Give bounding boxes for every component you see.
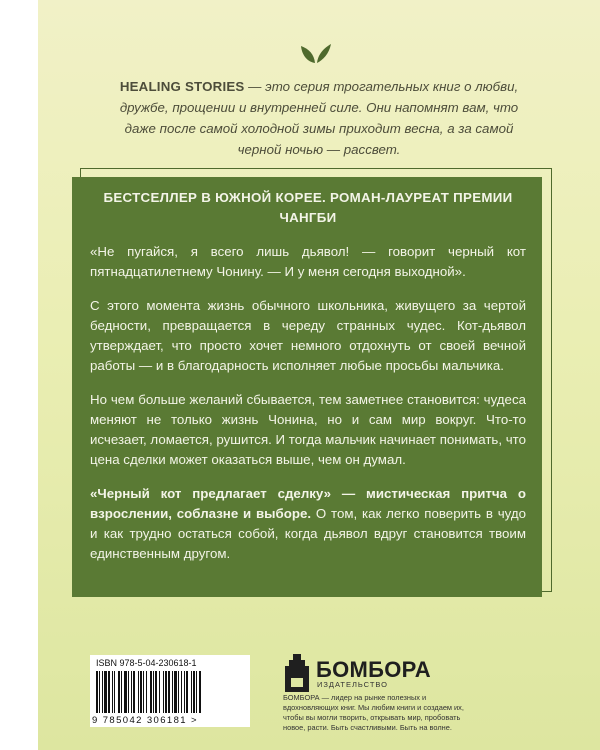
barcode-bar: [128, 671, 129, 713]
series-brand: HEALING STORIES: [119, 79, 245, 94]
bombora-logo-icon: [283, 654, 311, 692]
barcode-bar: [196, 671, 197, 713]
barcode-bar: [99, 671, 100, 713]
barcode-bar: [163, 671, 164, 713]
barcode-bar: [108, 671, 110, 713]
series-intro: [104, 76, 534, 160]
cover-page: [38, 0, 600, 750]
barcode-bar: [104, 671, 107, 713]
quote-paragraph: «Не пугайся, я всего лишь дьявол! — говорит черный кот пятнадцатилетнему Чонину. — И у меня сегодня выходной».: [90, 244, 526, 279]
barcode-bar: [131, 671, 132, 713]
summary-paragraph: [90, 484, 526, 564]
barcode-bar: [159, 671, 160, 713]
barcode-bar: [181, 671, 182, 713]
barcode-bar: [140, 671, 142, 713]
barcode-block: [90, 655, 250, 727]
barcode-bar: [138, 671, 139, 713]
publisher-description: БОМБОРА — лидер на рынке полезных и вдохновляющих книг. Мы любим книги и создаем их, чтобы вы могли творить, открывать мир, пробовать новое, расти. Быть счастливыми. Быть на волне.: [283, 693, 464, 732]
barcode-bar: [121, 671, 122, 713]
series-description: — это серия трогательных книг о любви, дружбе, прощении и внутренней силе. Они напомнят вам, что даже после самой холодной зимы приходит весна, а за самой черной ночью — рассвет.: [119, 79, 519, 157]
conflict-paragraph: Но чем больше желаний сбывается, тем заметнее становится: чудеса меняют не только жизнь Чонина, но и сам мир вокруг. Что-то исчезает, ломается, рушится. И тогда мальчик начинает понимать, что цена сделки может оказаться выше, чем он думал.: [90, 392, 526, 467]
barcode-bar: [102, 671, 103, 713]
barcode-bar: [118, 671, 120, 713]
publisher-subtitle: ИЗДАТЕЛЬСТВО: [317, 680, 389, 689]
barcode-bar: [168, 671, 170, 713]
barcode-bar: [96, 671, 98, 713]
bestseller-title: БЕСТСЕЛЛЕР В ЮЖНОЙ КОРЕЕ. РОМАН-ЛАУРЕАТ ПРЕМИИ ЧАНГБИ: [103, 190, 513, 225]
publisher-name: БОМБОРА: [316, 657, 431, 682]
barcode-number: 9 785042 306181 >: [92, 715, 198, 726]
plot-paragraph: С этого момента жизнь обычного школьника, живущего за чертой бедности, превращается в череду странных чудес. Кот-дьявол утверждает, что просто хочет немного отдохнуть от своей вечной работы — и в благодарность исполняет любые просьбы мальчика.: [90, 298, 526, 373]
isbn-label: ISBN 978-5-04-230618-1: [96, 658, 197, 668]
barcode-bar: [143, 671, 144, 713]
barcode-bar: [112, 671, 113, 713]
barcode-bar: [186, 671, 188, 713]
barcode-bar: [146, 671, 147, 713]
barcode-bar: [174, 671, 177, 713]
barcode-bar: [172, 671, 173, 713]
summary-bold: «Черный кот предлагает сделку» — мистическая притча о взрослении, соблазне и выборе.: [90, 486, 526, 521]
barcode-icon: [94, 671, 244, 713]
barcode-bar: [124, 671, 127, 713]
leaf-icon: [300, 43, 332, 65]
barcode-bar: [153, 671, 154, 713]
barcode-bar: [150, 671, 152, 713]
annotation-text: [90, 188, 526, 578]
barcode-bar: [191, 671, 192, 713]
barcode-bar: [133, 671, 135, 713]
barcode-bar: [114, 671, 115, 713]
barcode-bar: [193, 671, 195, 713]
barcode-bar: [155, 671, 157, 713]
barcode-bar: [178, 671, 179, 713]
barcode-bar: [184, 671, 185, 713]
summary-rest: О том, как легко поверить в чудо и как трудно остаться собой, когда дьявол вдруг становится твоим единственным другом.: [90, 506, 526, 561]
barcode-bar: [199, 671, 201, 713]
barcode-bar: [165, 671, 167, 713]
